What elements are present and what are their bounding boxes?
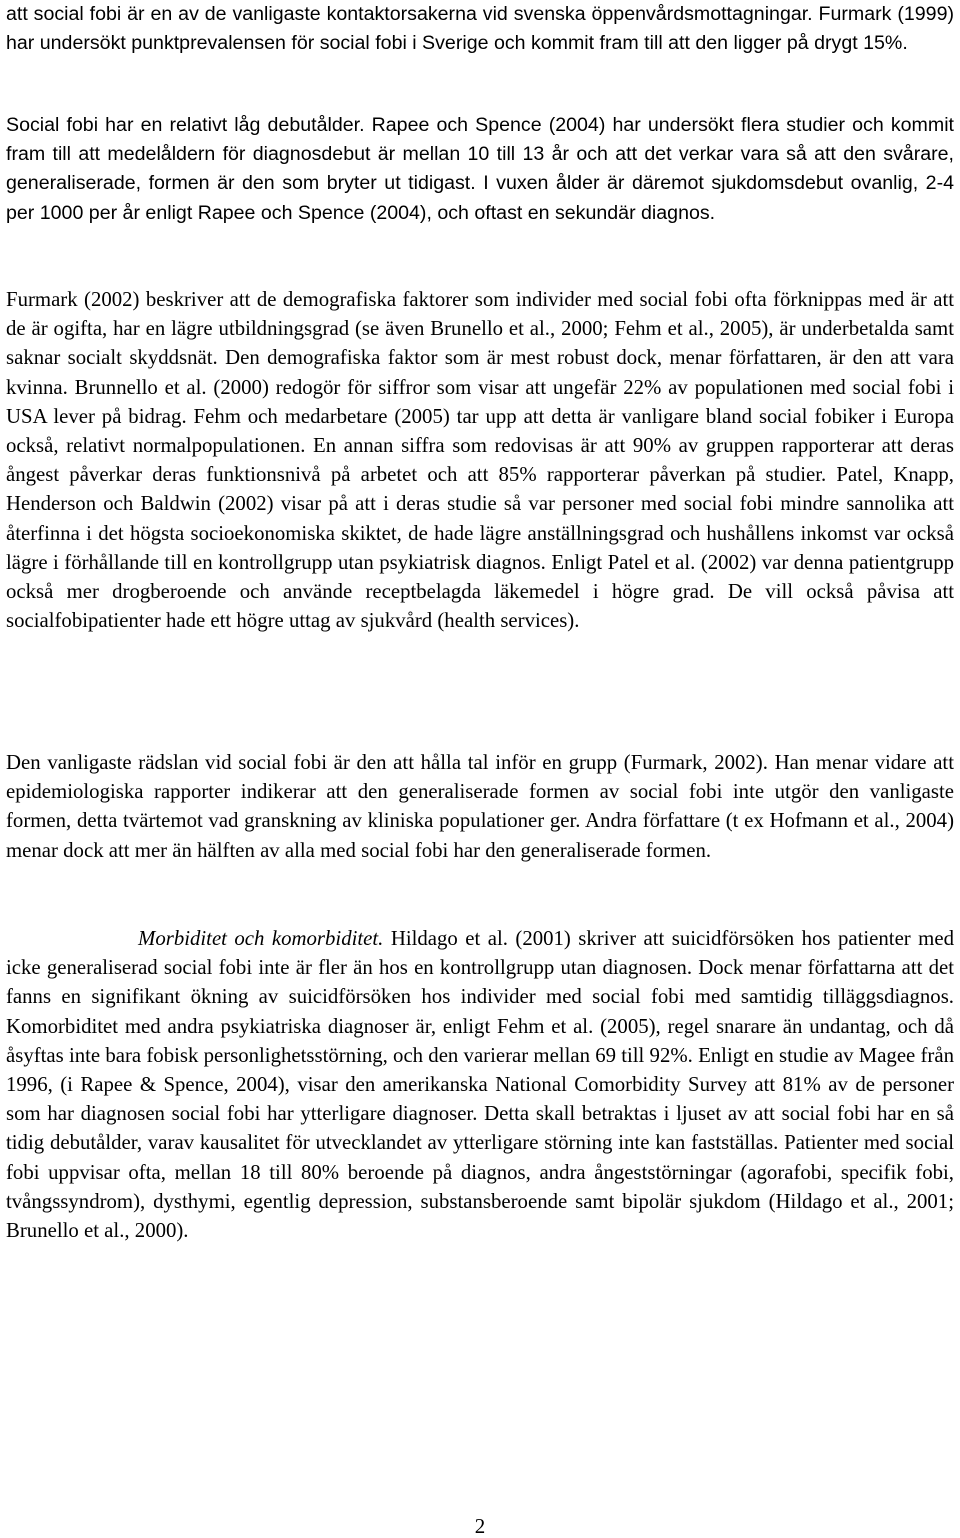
paragraph-demographics: Furmark (2002) beskriver att de demografiska faktorer som individer med social fobi ofta förknippas med är att de är ogifta, har en lägre utbildningsgrad (se även Brunello et al., 2000; Fehm et al., 2005), är underbetalda samt saknar socialt skyddsnät. Den demografiska faktor som är mest robust dock, menar författaren, är den att vara kvinna. Brunnello et al. (2000) redogör för siffror som visar att ungefär 22% av populationen med social fobi i USA lever på bidrag. Fehm och medarbetare (2005) tar upp att detta är vanligare bland social fobiker i Europa också, relativt normalpopulationen. En annan siffra som redovisas är att 90% av gruppen rapporterar att deras ångest påverkar deras funktionsnivå på arbetet och att 85% rapporterar påverkan på studier. Patel, Knapp, Henderson och Baldwin (2002) visar på att i deras studie så var personer med social fobi mindre sannolika att återfinna i det högsta socioekonomiska skiktet, de hade lägre anställningsgrad och hushållens inkomst var också lägre i förhållande till en kontrollgrupp utan psykiatrisk diagnos. Enligt Patel et al. (2002) var denna patientgrupp också mer drogberoende och använde receptbelagda läkemedel i högre grad. De vill också påvisa att socialfobipatienter hade ett högre uttag av sjukvård (health services). — [6, 288, 954, 633]
comorbidity-body-text: Hildago et al. (2001) skriver att suicidförsöken hos patienter med icke generaliserad social fobi inte är fler än hos en kontrollgrupp utan diagnosen. Dock menar författarna att det fanns en signifikant ökning av suicidförsöken hos individer med social fobi med samtidig tilläggsdiagnos. Komorbiditet med andra psykiatriska diagnoser är, enligt Fehm et al. (2005), regel snarare än undantag, och då åsyftas inte bara fobisk personlighetsstörning, och den varierar mellan 69 till 92%. Enligt en studie av Magee från 1996, (i Rapee & Spence, 2004), visar den amerikanska National Comorbidity Survey att 81% av de personer som har diagnosen social fobi har ytterligare diagnoser. Detta skall betraktas i ljuset av att social fobi har en så tidig debutålder, varav kausalitet för utvecklandet av ytterligare störning inte kan fastställas. Patienter med social fobi uppvisar ofta, mellan 18 till 80% beroende på diagnos, andra ångeststörningar (agorafobi, specifik fobi, tvångssyndrom), dysthymi, egentlig depression, substansberoende samt bipolär sjukdom (Hildago et al., 2001; Brunello et al., 2000). — [6, 927, 954, 1243]
paragraph-common-fear: Den vanligaste rädslan vid social fobi är den att hålla tal inför en grupp (Furmark, 2002). Han menar vidare att epidemiologiska rapporter indikerar att den generaliserade formen av social fobi inte utgör den vanligaste formen, detta tvärtemot vad granskning av kliniska populationer ger. Andra författare (t ex Hofmann et al., 2004) menar dock att mer än hälften av alla med social fobi har den generaliserade formen. — [6, 751, 954, 862]
paragraph-onset-age: Social fobi har en relativt låg debutålder. Rapee och Spence (2004) har undersökt flera studier och kommit fram till att medelåldern för diagnosdebut är mellan 10 till 13 år och att det verkar vara så att den svårare, generaliserade, formen är den som bryter ut tidigast. I vuxen ålder är däremot sjukdomsdebut ovanlig, 2-4 per 1000 per år enligt Rapee och Spence (2004), och oftast en sekundär diagnos. — [6, 114, 954, 224]
page-number: 2 — [474, 1514, 486, 1538]
paragraph-prevalence: att social fobi är en av de vanligaste kontaktorsakerna vid svenska öppenvårdsmottagningar. Furmark (1999) har undersökt punktprevalensen för social fobi i Sverige och kommit fram till att den ligger på drygt 15%. — [6, 3, 954, 55]
paragraph-comorbidity — [6, 924, 954, 1245]
section-heading-morbidity: Morbiditet och komorbiditet. — [138, 927, 384, 950]
